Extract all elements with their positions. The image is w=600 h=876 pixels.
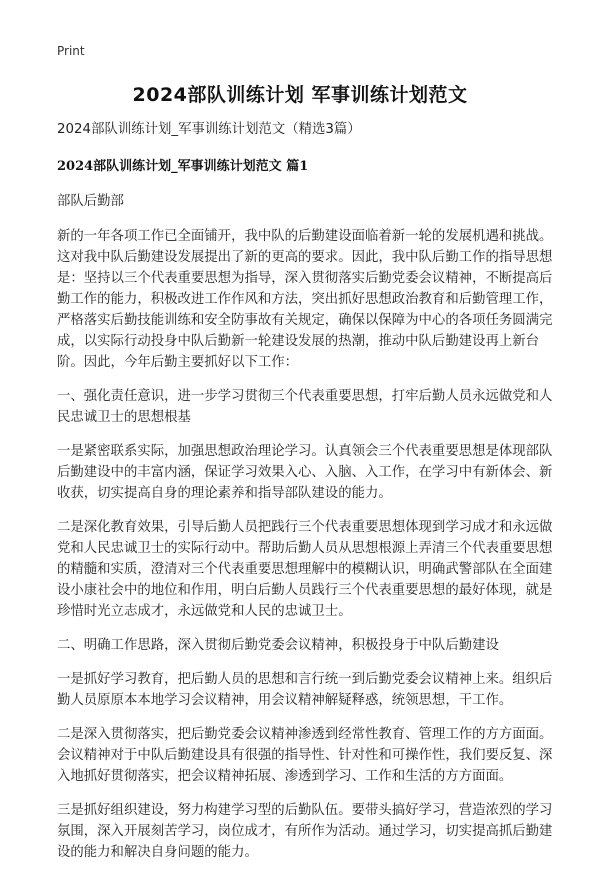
- department-label: 部队后勤部: [57, 194, 124, 209]
- paragraph: 三是抓好组织建设，努力构建学习型的后勤队伍。要带头搞好学习，营造浓烈的学习氛围，深入开展刻苦学习，岗位成才，有所作为活动。通过学习，切实提高抓后勤建设的能力和解决自身问题的能力。: [57, 803, 553, 860]
- page-title: 2024部队训练计划 军事训练计划范文: [132, 84, 468, 106]
- paragraph: 二是深化教育效果，引导后勤人员把践行三个代表重要思想体现到学习成才和永远做党和人民忠诚卫士的实际行动中。帮助后勤人员从思想根源上弄清三个代表重要思想的精髓和实质，澄清对三个代表重要思想理解中的模糊认识，明确武警部队在全面建设小康社会中的地位和作用，明白后勤人员践行三个代表重要思想的最好体现，就是珍惜时光立志成才，永远做党和人民的忠诚卫士。: [57, 520, 553, 619]
- paragraph: 新的一年各项工作已全面铺开，我中队的后勤建设面临着新一轮的发展机遇和挑战。这对我中队后勤建设发展提出了新的更高的要求。因此，我中队后勤工作的指导思想是：坚持以三个代表重要思想为指导，深入贯彻落实后勤党委会议精神，不断提高后勤工作的能力，积极改进工作作风和方法，突出抓好思想政治教育和后勤管理工作，严格落实后勤技能训练和安全防事故有关规定，确保以保障为中心的各项任务圆满完成，以实际行动投身中队后勤新一轮建设发展的热潮，推动中队后勤建设再上新台阶。因此，今年后勤主要抓好以下工作：: [57, 229, 553, 370]
- paragraph: 一是紧密联系实际，加强思想政治理论学习。认真领会三个代表重要思想是体现部队后勤建设中的丰富内涵，保证学习效果入心、入脑、入工作，在学习中有新体会、新收获，切实提高自身的理论素养和指导部队建设的能力。: [57, 444, 553, 501]
- section-heading: 2024部队训练计划_军事训练计划范文 篇1: [57, 159, 309, 174]
- paragraph: 一是抓好学习教育，把后勤人员的思想和言行统一到后勤党委会议精神上来。组织后勤人员原原本本地学习会议精神，用会议精神解疑释惑，统领思想，干工作。: [57, 672, 553, 708]
- print-link[interactable]: Print: [57, 44, 85, 58]
- paragraph: 二、明确工作思路，深入贯彻后勤党委会议精神，积极投身于中队后勤建设: [57, 638, 499, 653]
- article-subtitle: 2024部队训练计划_军事训练计划范文（精选3篇）: [57, 122, 361, 137]
- paragraph: 一、强化责任意识，进一步学习贯彻三个代表重要思想，打牢后勤人员永远做党和人民忠诚卫士的思想根基: [57, 389, 553, 425]
- article-body: [57, 119, 553, 876]
- paragraph: 二是深入贯彻落实，把后勤党委会议精神渗透到经常性教育、管理工作的方方面面。会议精神对于中队后勤建设具有很强的指导性、针对性和可操作性，我们要反复、深入地抓好贯彻落实，把会议精神拓展、渗透到学习、工作和生活的方方面面。: [57, 727, 553, 784]
